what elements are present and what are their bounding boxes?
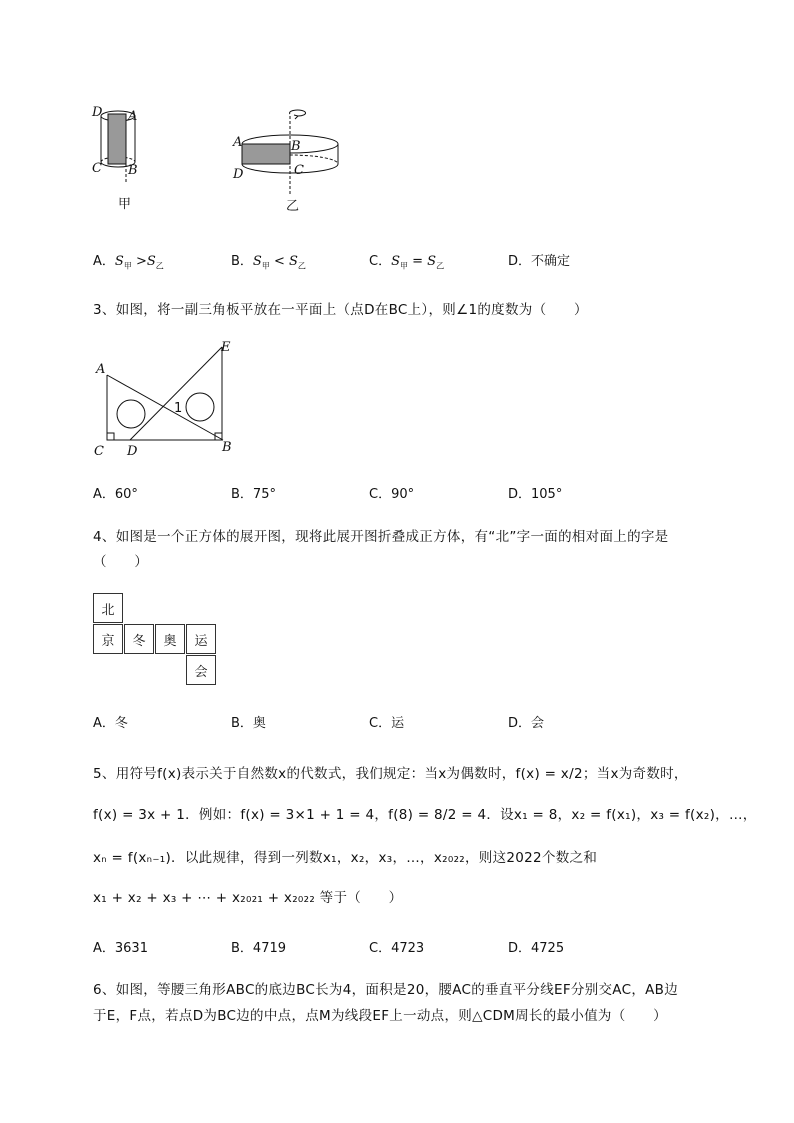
net-cell-bottom: 会 bbox=[186, 655, 216, 685]
q4-stem-line1: 4、如图是一个正方体的展开图，现将此展开图折叠成正方体，有“北”字一面的相对面上的字是 bbox=[93, 529, 669, 545]
q3-option-c: C．90° bbox=[369, 487, 415, 502]
q5-option-b: B．4719 bbox=[231, 941, 287, 956]
label-D-yi: D bbox=[233, 167, 244, 182]
label-B-yi: B bbox=[291, 139, 301, 154]
q5-option-c: C．4723 bbox=[369, 941, 425, 956]
cube-net bbox=[93, 593, 219, 686]
q4-option-a: A．冬 bbox=[93, 716, 128, 731]
net-cell-row-4: 运 bbox=[186, 624, 216, 654]
cylinder-figure-yi bbox=[228, 102, 348, 217]
q4-option-b: B．奥 bbox=[231, 716, 266, 731]
q3-stem: 3、如图，将一副三角板平放在一平面上（点D在BC上），则∠1的度数为（ ） bbox=[93, 302, 588, 318]
caption-jia: 甲 bbox=[118, 197, 132, 212]
label-E-q3: E bbox=[221, 340, 231, 355]
q5-line2: f(x) = 3x + 1．例如：f(x) = 3×1 + 1 = 4，f(8) = 8/2 = 4．设x₁ = 8，x₂ = f(x₁)，x₃ = f(x₂)，…， bbox=[93, 807, 757, 823]
q5-option-d: D．4725 bbox=[508, 941, 565, 956]
cylinder-figure-jia bbox=[88, 100, 168, 215]
net-cell-row-2: 冬 bbox=[124, 624, 154, 654]
label-A-jia: A bbox=[128, 109, 138, 124]
q2-option-c: C．$S_甲 = S_乙$ bbox=[369, 254, 445, 271]
label-B-q3: B bbox=[222, 440, 232, 455]
q2-option-b: B．$S_甲 < S_乙$ bbox=[231, 254, 306, 271]
q4-option-c: C．运 bbox=[369, 716, 405, 731]
q2-option-a: A．$S_甲 >S_乙$ bbox=[93, 254, 164, 271]
q5-option-a: A．3631 bbox=[93, 941, 148, 956]
net-cell-row-3: 奥 bbox=[155, 624, 185, 654]
net-cell-top: 北 bbox=[93, 593, 123, 623]
q3-option-b: B．75° bbox=[231, 487, 276, 502]
q6-line1: 6、如图，等腰三角形ABC的底边BC长为4，面积是20，腰AC的垂直平分线EF分别交AC，AB边 bbox=[93, 982, 679, 998]
q2-option-d: D．不确定 bbox=[508, 254, 571, 269]
q3-option-d: D．105° bbox=[508, 487, 563, 502]
label-D-q3: D bbox=[127, 444, 138, 459]
q5-line1: 5、用符号f(x)表示关于自然数x的代数式，我们规定：当x为偶数时，f(x) = x/2；当x为奇数时， bbox=[93, 766, 688, 782]
q5-line3: xₙ = f(xₙ₋₁)．以此规律，得到一列数x₁，x₂，x₃，…，x₂₀₂₂，则这2022个数之和 bbox=[93, 850, 598, 866]
label-A-yi: A bbox=[233, 135, 243, 150]
q4-stem-line2: （ ） bbox=[93, 554, 149, 570]
label-C-jia: C bbox=[92, 161, 102, 176]
label-C-q3: C bbox=[94, 444, 104, 459]
label-C-yi: C bbox=[294, 163, 304, 178]
q3-triangle-figure bbox=[90, 335, 250, 460]
caption-yi: 乙 bbox=[286, 199, 300, 214]
label-D-jia: D bbox=[92, 105, 103, 120]
label-B-jia: B bbox=[128, 163, 138, 178]
q6-line2: 于E，F点，若点D为BC边的中点，点M为线段EF上一动点，则△CDM周长的最小值为（ ） bbox=[93, 1008, 667, 1024]
label-A-q3: A bbox=[96, 362, 106, 377]
q3-option-a: A．60° bbox=[93, 487, 138, 502]
q5-line4: x₁ + x₂ + x₃ + ⋯ + x₂₀₂₁ + x₂₀₂₂ 等于（ ） bbox=[93, 890, 403, 906]
net-cell-row-1: 京 bbox=[93, 624, 123, 654]
q4-option-d: D．会 bbox=[508, 716, 545, 731]
angle-1-label: 1 bbox=[174, 401, 183, 416]
